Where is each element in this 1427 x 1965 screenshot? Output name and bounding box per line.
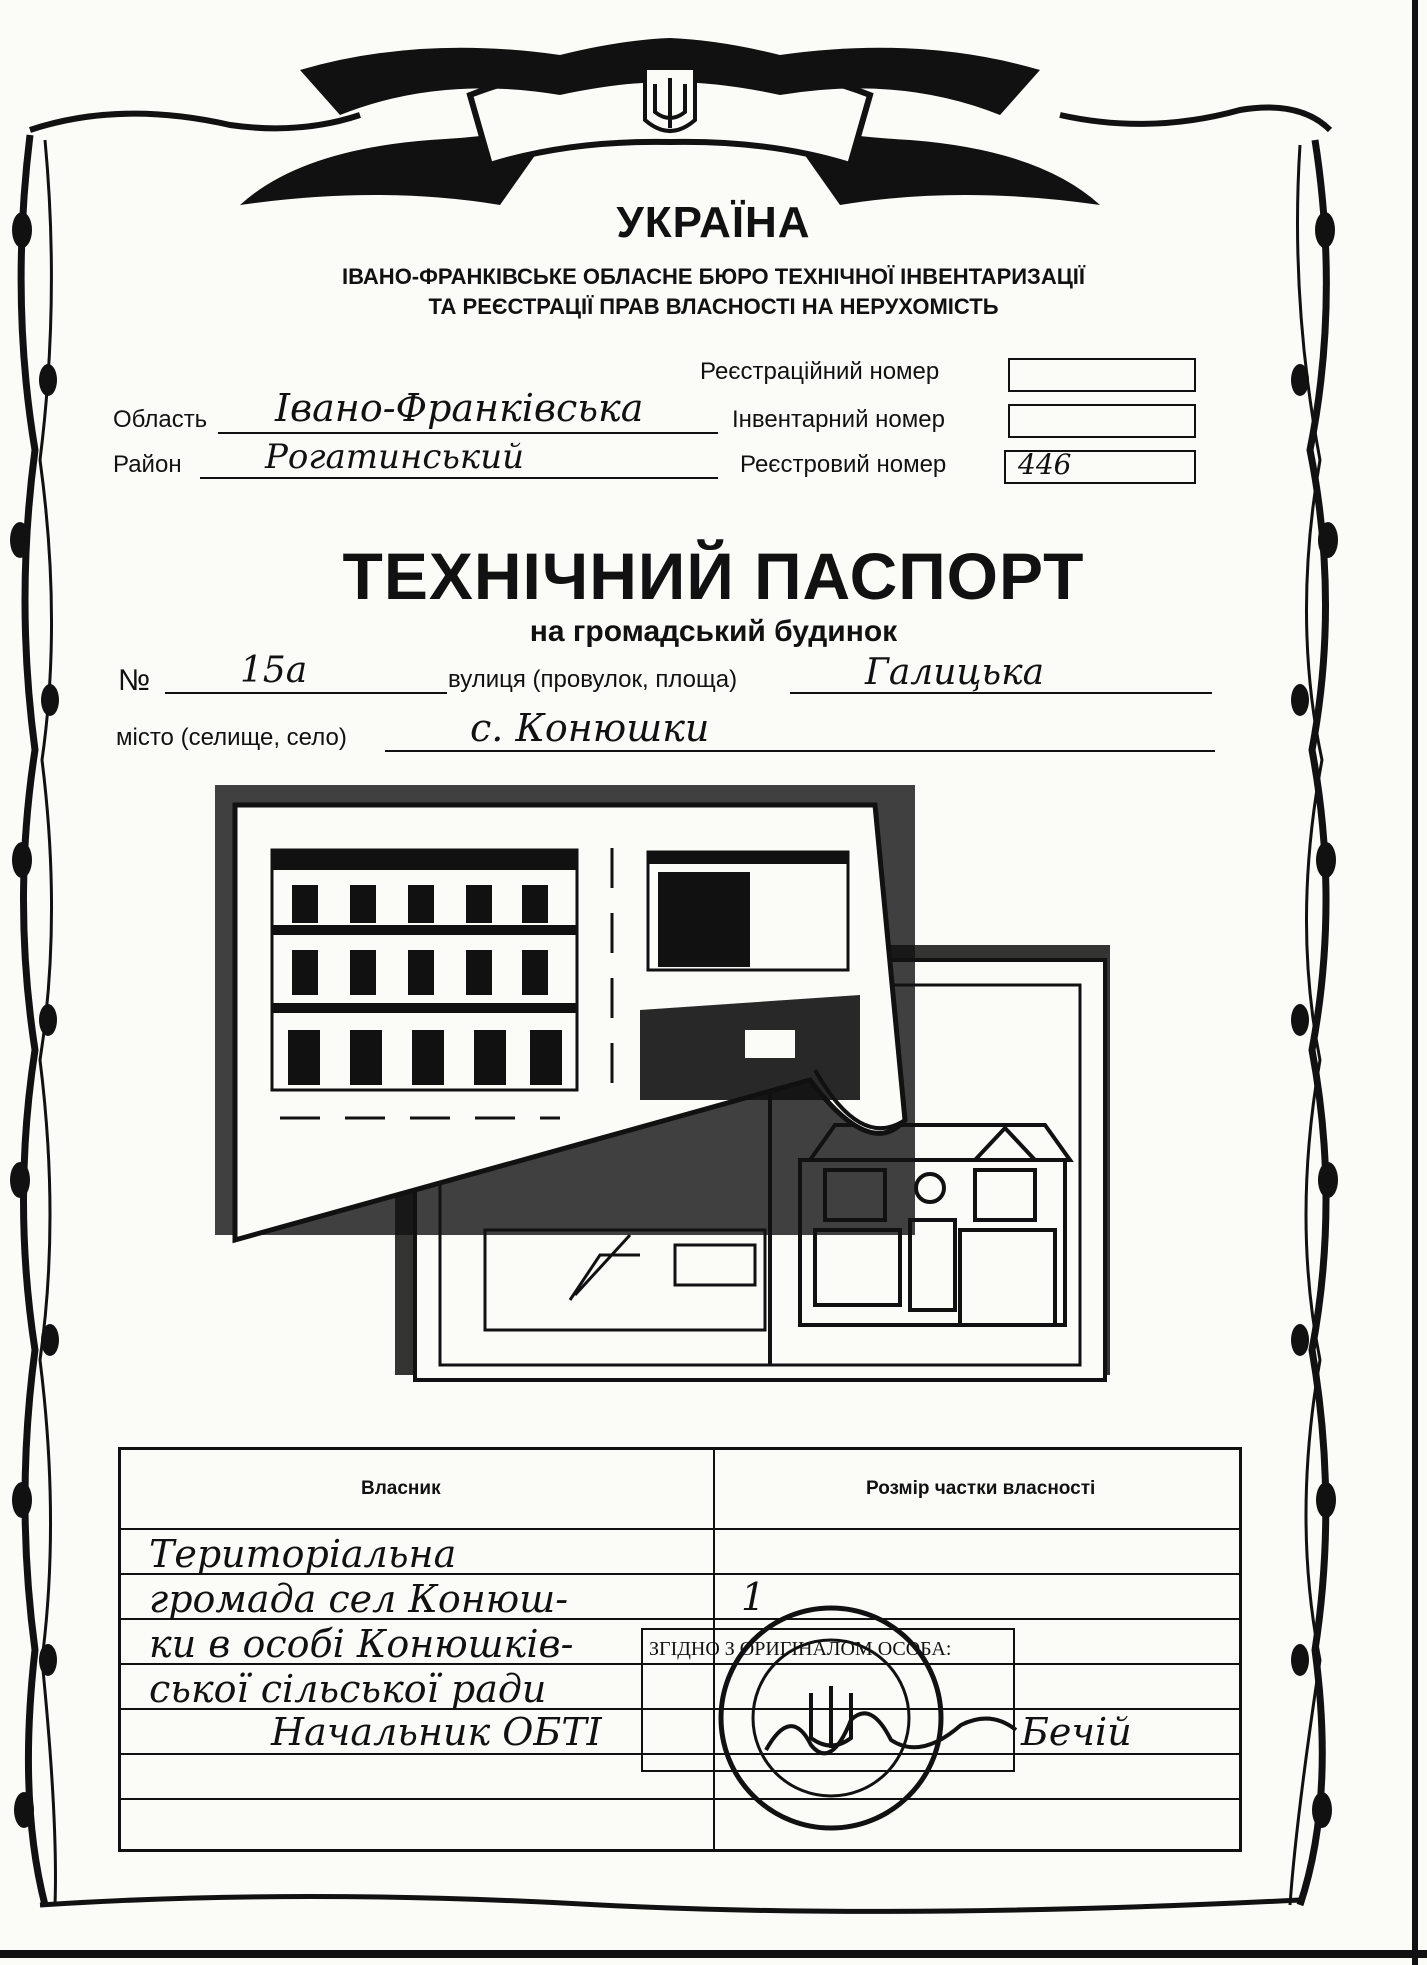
city-underline [385, 750, 1215, 752]
registration-number-box [1008, 358, 1196, 392]
oblast-value: Івано-Франківська [275, 386, 644, 430]
oblast-underline [218, 432, 718, 434]
inventory-number-label: Інвентарний номер [732, 406, 945, 433]
street-label: вулиця (провулок, площа) [448, 666, 738, 693]
country-heading: УКРАЇНА [616, 198, 811, 247]
house-number-value: 15а [240, 650, 308, 691]
house-number-label: № [118, 664, 151, 697]
owner-line-2: громада сел Конюш- [149, 1577, 569, 1621]
owner-table [118, 1447, 1242, 1852]
city-label: місто (селище, село) [116, 724, 347, 751]
document-subtitle: на громадський будинок [529, 615, 898, 648]
registration-number-label: Реєстраційний номер [700, 358, 940, 385]
owner-line-3: ки в особі Конюшків- [149, 1622, 574, 1666]
table-row-line [121, 1798, 1239, 1800]
building-illustration [215, 785, 1110, 1380]
owner-column-header: Власник [361, 1478, 441, 1499]
bureau-name-line2: ТА РЕЄСТРАЦІЇ ПРАВ ВЛАСНОСТІ НА НЕРУХОМІСТЬ [428, 294, 999, 319]
house-number-underline [165, 692, 447, 694]
registry-number-label: Реєстровий номер [740, 451, 947, 478]
share-column-header: Розмір частки власності [866, 1478, 1096, 1499]
owner-line-4: ської сільської ради [149, 1667, 547, 1711]
owner-line-1: Територіальна [149, 1532, 457, 1576]
inventory-number-box [1008, 404, 1196, 438]
table-row-line [121, 1528, 1239, 1530]
rayon-value: Рогатинський [265, 437, 524, 477]
rayon-underline [200, 477, 718, 479]
signature-name: Бечій [1021, 1710, 1132, 1754]
rayon-label: Район [113, 451, 182, 478]
document-title: ТЕХНІЧНИЙ ПАСПОРТ [342, 539, 1085, 613]
trident-icon [645, 68, 695, 131]
registry-number-box [1004, 450, 1196, 484]
registry-number-value: 446 [1018, 448, 1072, 481]
share-value: 1 [741, 1575, 766, 1619]
oblast-label: Область [113, 406, 208, 433]
bureau-name-line1: ІВАНО-ФРАНКІВСЬКЕ ОБЛАСНЕ БЮРО ТЕХНІЧНОЇ ІНВЕНТАРИЗАЦІЇ [342, 264, 1085, 289]
certification-title: ЗГІДНО З ОРИГІНАЛОМ ОСОБА: [649, 1638, 952, 1660]
city-value: с. Конюшки [470, 706, 710, 750]
street-value: Галицька [865, 652, 1045, 693]
signature-title: Начальник ОБТІ [271, 1710, 602, 1754]
signature-scribble [761, 1700, 1021, 1770]
